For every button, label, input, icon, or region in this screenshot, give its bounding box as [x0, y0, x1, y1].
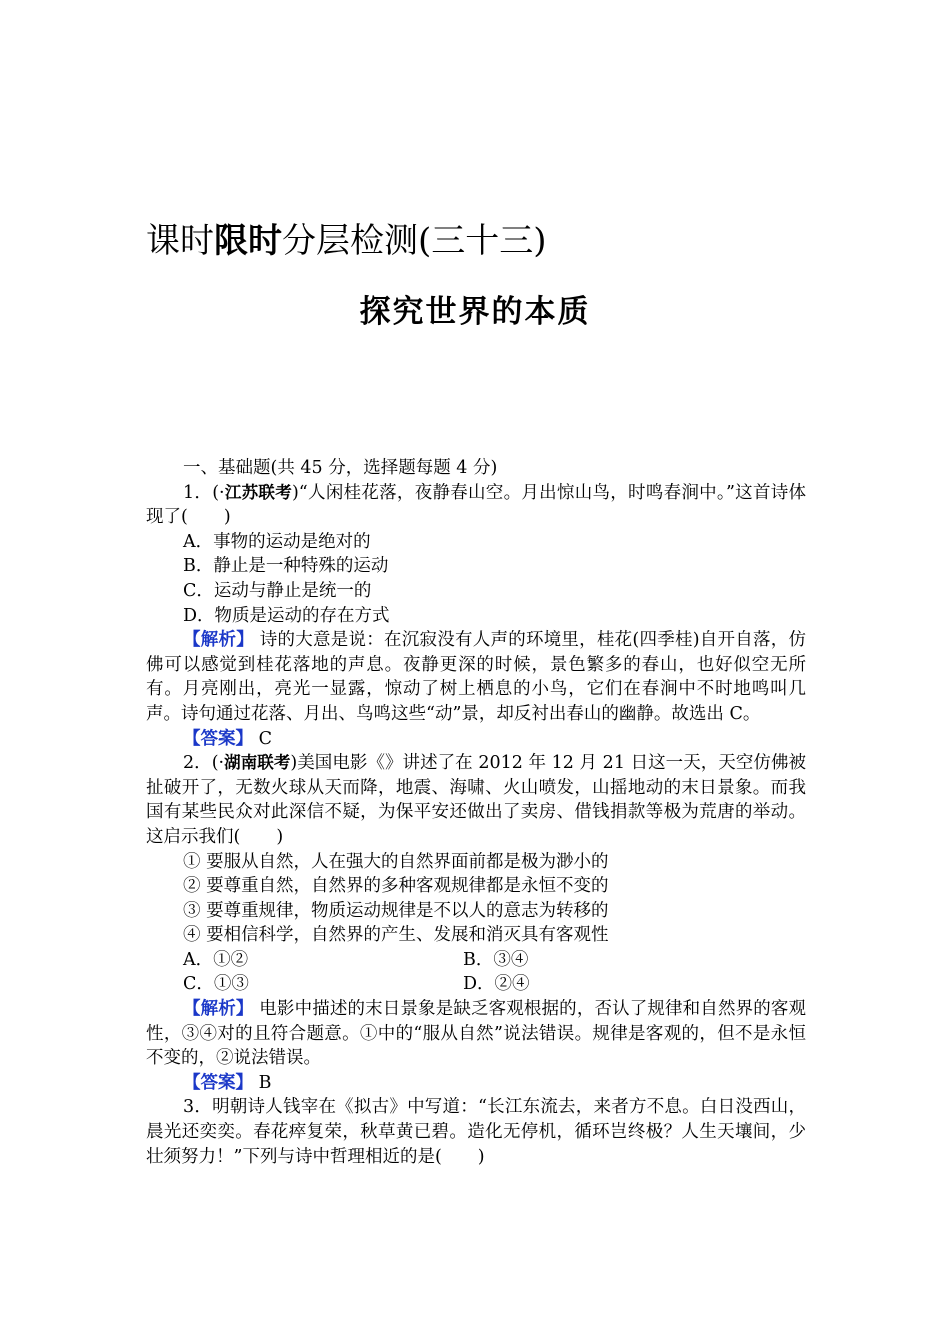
question-3-text: 3．明朝诗人钱宰在《拟古》中写道：“长江东流去，来者方不息。白日没西山，晨光还奕奕。春花瘁复荣，秋草黄已碧。造化无停机，循环岂终极？人生天壤间，少壮须努力！”下列与诗中哲理相近的是( — [146, 1097, 806, 1167]
question-1-answer-text: C — [253, 728, 272, 749]
question-2-statement-2: ② 要尊重自然，自然界的多种客观规律都是永恒不变的 — [183, 876, 609, 897]
question-2-answer — [146, 1071, 806, 1096]
question-1-analysis — [146, 628, 806, 726]
question-1-stem — [146, 481, 806, 530]
section-heading: 一、基础题(共 45 分，选择题每题 4 分) — [183, 458, 498, 478]
title-part-1: 课时 — [146, 221, 214, 261]
question-2-answer-text: B — [253, 1072, 272, 1093]
question-2-option-c: C．①③ — [183, 974, 249, 995]
question-3-close: ) — [477, 1146, 485, 1167]
question-1-option-b: B．静止是一种特殊的运动 — [183, 556, 389, 577]
document-body — [146, 456, 806, 1169]
title-part-3: 分层检测(三十三) — [282, 221, 547, 261]
question-2-number: 2．(· — [183, 753, 225, 774]
question-2-option-d: D．②④ — [463, 974, 530, 995]
question-2-option-a: A．①② — [183, 949, 249, 970]
question-1-text: )“人闲桂花落，夜静春山空。月出惊山鸟，时鸣春涧中。”这首诗体现了( — [146, 482, 807, 528]
question-2-statement-3: ③ 要尊重规律，物质运动规律是不以人的意志为转移的 — [183, 900, 609, 921]
title-part-2: 限时 — [214, 221, 282, 261]
question-1-option-a: A．事物的运动是绝对的 — [183, 531, 371, 552]
question-2-options-row-2 — [146, 972, 806, 997]
page-title — [146, 218, 547, 264]
analysis-tag: 【解析】 — [183, 630, 254, 651]
question-2-statement-1: ① 要服从自然，人在强大的自然界面前都是极为渺小的 — [183, 851, 609, 872]
page-subtitle: 探究世界的本质 — [359, 294, 591, 330]
question-2-option-b: B．③④ — [463, 949, 529, 970]
question-2-analysis-text: 电影中描述的末日景象是缺乏客观根据的，否认了规律和自然界的客观性，③④对的且符合题意。①中的“服从自然”说法错误。规律是客观的，但不是永恒不变的，②说法错误。 — [146, 999, 807, 1069]
question-1-number: 1．(· — [183, 482, 225, 503]
question-1-option-d: D．物质是运动的存在方式 — [183, 605, 390, 626]
question-2-close: ) — [276, 826, 284, 847]
question-3-stem — [146, 1095, 806, 1169]
question-1-option-c: C．运动与静止是统一的 — [183, 580, 372, 601]
answer-tag: 【答案】 — [183, 728, 253, 749]
question-2-text: )美国电影《》讲述了在 2012 年 12 月 21 日这一天，天空仿佛被扯破开了，无数火球从天而降，地震、海啸、火山喷发，山摇地动的末日景象。而我国有某些民众对此深信不疑，为保平安还做出了卖房、借钱捐款等极为荒唐的举动。这启示我们( — [146, 753, 806, 847]
question-2-analysis — [146, 997, 806, 1071]
question-1-source: 江苏联考 — [224, 482, 292, 502]
analysis-tag: 【解析】 — [183, 999, 254, 1020]
question-2-stem — [146, 751, 806, 849]
question-2-options-row-1 — [146, 948, 806, 973]
question-2-statement-4: ④ 要相信科学，自然界的产生、发展和消灭具有客观性 — [183, 925, 609, 946]
question-1-close: ) — [223, 507, 231, 528]
question-2-source: 湖南联考 — [224, 753, 291, 773]
question-1-answer — [146, 727, 806, 752]
question-1-analysis-text: 诗的大意是说：在沉寂没有人声的环境里，桂花(四季桂)自开自落，仿佛可以感觉到桂花落地的声息。夜静更深的时候，景色繁多的春山，也好似空无所有。月亮刚出，亮光一显露，惊动了树上栖息的小鸟，它们在春涧中不时地鸣叫几声。诗句通过花落、月出、鸟鸣这些“动”景，却反衬出春山的幽静。故选出 C。 — [146, 630, 807, 724]
answer-tag: 【答案】 — [183, 1072, 253, 1093]
